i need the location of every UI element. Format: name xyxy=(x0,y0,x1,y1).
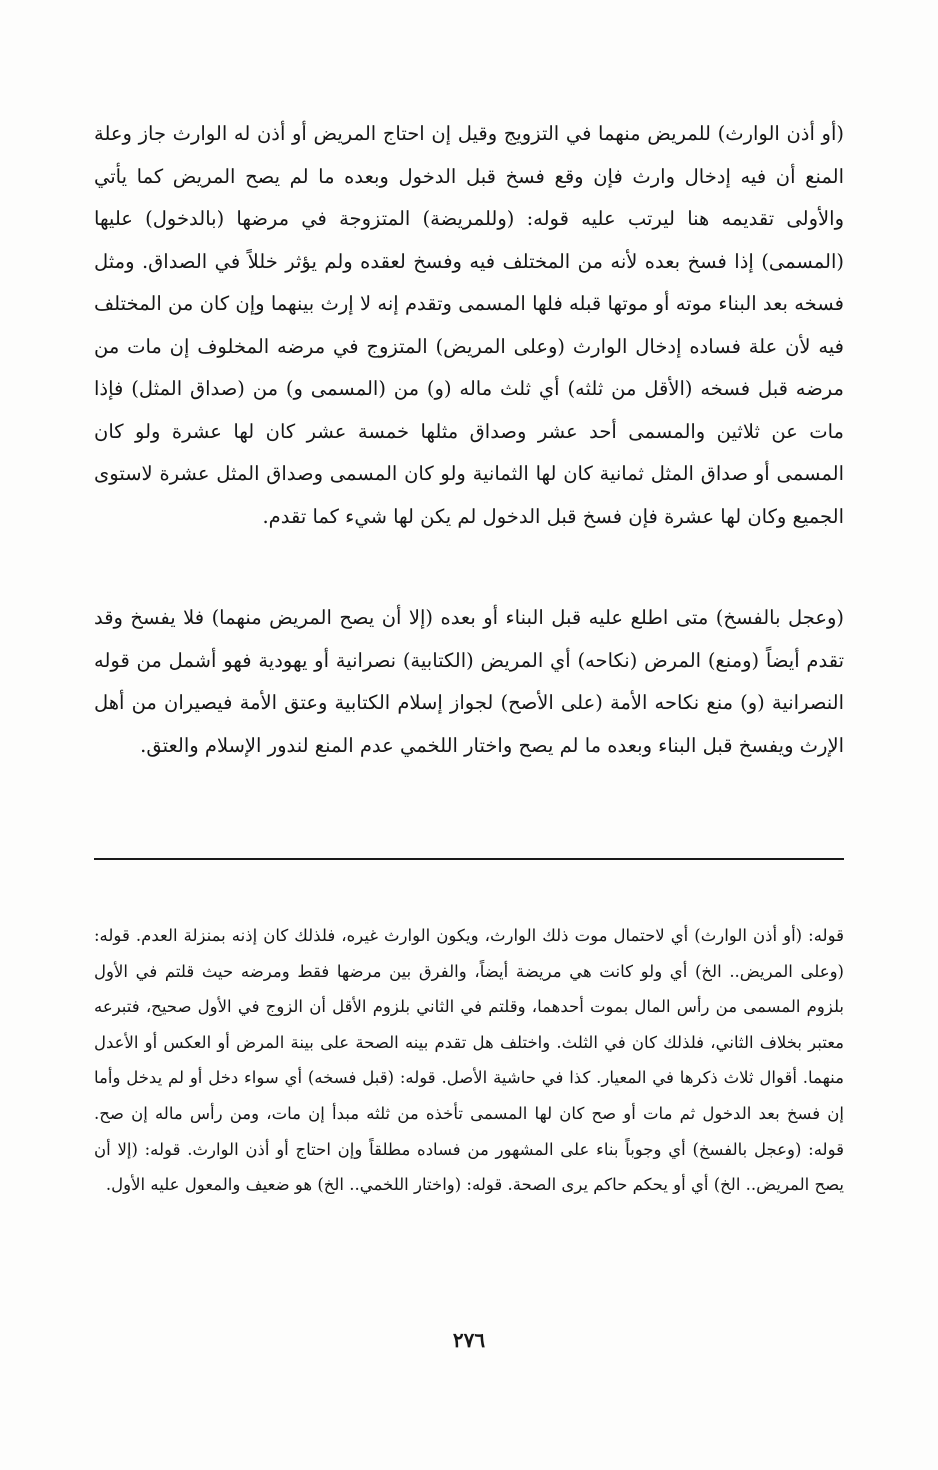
footnote-text: قوله: (أو أذن الوارث) أي لاحتمال موت ذلك الوارث، ويكون الوارث غيره، فلذلك كان إذنه بمنزلة العدم. قوله: (وعلى المريض.. الخ) أي ولو كانت هي مريضة أيضاً، والفرق بين مرضها فقط ومرضه حيث قلتم في الأول بلزوم المسمى من رأس المال بموت أحدهما، وقلتم في الثاني بلزوم الأقل أن الزوج في الأول صحيح، فتبرعه معتبر بخلاف الثاني، فلذلك كان في الثلث. واختلف هل تقدم بينه الصحة على بينة المرض أو العكس أو الأعدل منهما. أقوال ثلاث ذكرها في المعيار. كذا في حاشية الأصل. قوله: (قبل فسخه) أي سواء دخل أو لم يدخل وأما إن فسخ بعد الدخول ثم مات أو صح كان لها المسمى تأخذه من ثلثه مبدأ إن مات، ومن رأس ماله إن صح. قوله: (وعجل بالفسخ) أي وجوباً بناء على المشهور من فساده مطلقاً وإن احتاج أو أذن الوارث. قوله: (إلا أن يصح المريض.. الخ) أي أو يحكم حاكم يرى الصحة. قوله: (واختار اللخمي.. الخ) هو ضعيف والمعول عليه الأول. xyxy=(94,926,844,1195)
main-text-paragraph-1 xyxy=(94,113,844,538)
paragraph-1-text: (أو أذن الوارث) للمريض منهما في التزويج وقيل إن احتاج المريض أو أذن له الوارث جاز وعلة المنع أن فيه إدخال وارث فإن وقع فسخ قبل الدخول وبعده ما لم يصح المريض كما يأتي والأولى تقديمه هنا ليرتب عليه قوله: (وللمريضة) المتزوجة في مرضها (بالدخول) عليها (المسمى) إذا فسخ بعده لأنه من المختلف فيه وفسخ لعقده ولم يؤثر خللاً في الصداق. ومثل فسخه بعد البناء موته أو موتها قبله فلها المسمى وتقدم إنه لا إرث بينهما وإن كان من المختلف فيه لأن علة فساده إدخال الوارث (وعلى المريض) المتزوج في مرضه المخلوف إن مات من مرضه قبل فسخه (الأقل من ثلثه) أي ثلث ماله (و) من (المسمى و) من (صداق المثل) فإذا مات عن ثلاثين والمسمى أحد عشر وصداق مثلها خمسة عشر كان لها عشرة ولو كان المسمى أو صداق المثل ثمانية كان لها الثمانية ولو كان المسمى وصداق المثل عشرة لاستوى الجميع وكان لها عشرة فإن فسخ قبل الدخول لم يكن لها شيء كما تقدم. xyxy=(94,122,844,528)
paragraph-2-text: (وعجل بالفسخ) متى اطلع عليه قبل البناء أو بعده (إلا أن يصح المريض منهما) فلا يفسخ وقد تقدم أيضاً (ومنع) المرض (نكاحه) أي المريض (الكتابية) نصرانية أو يهودية فهو أشمل من قوله النصرانية (و) منع نكاحه الأمة (على الأصح) لجواز إسلام الكتابية وعتق الأمة فيصيران من أهل الإرث ويفسخ قبل البناء وبعده ما لم يصح واختار اللخمي عدم المنع لندور الإسلام والعتق. xyxy=(94,606,844,757)
page-number: ٢٧٦ xyxy=(452,1328,486,1352)
footnote-separator xyxy=(94,858,844,860)
footnote-block xyxy=(94,918,844,1203)
main-text-paragraph-2 xyxy=(94,597,844,767)
